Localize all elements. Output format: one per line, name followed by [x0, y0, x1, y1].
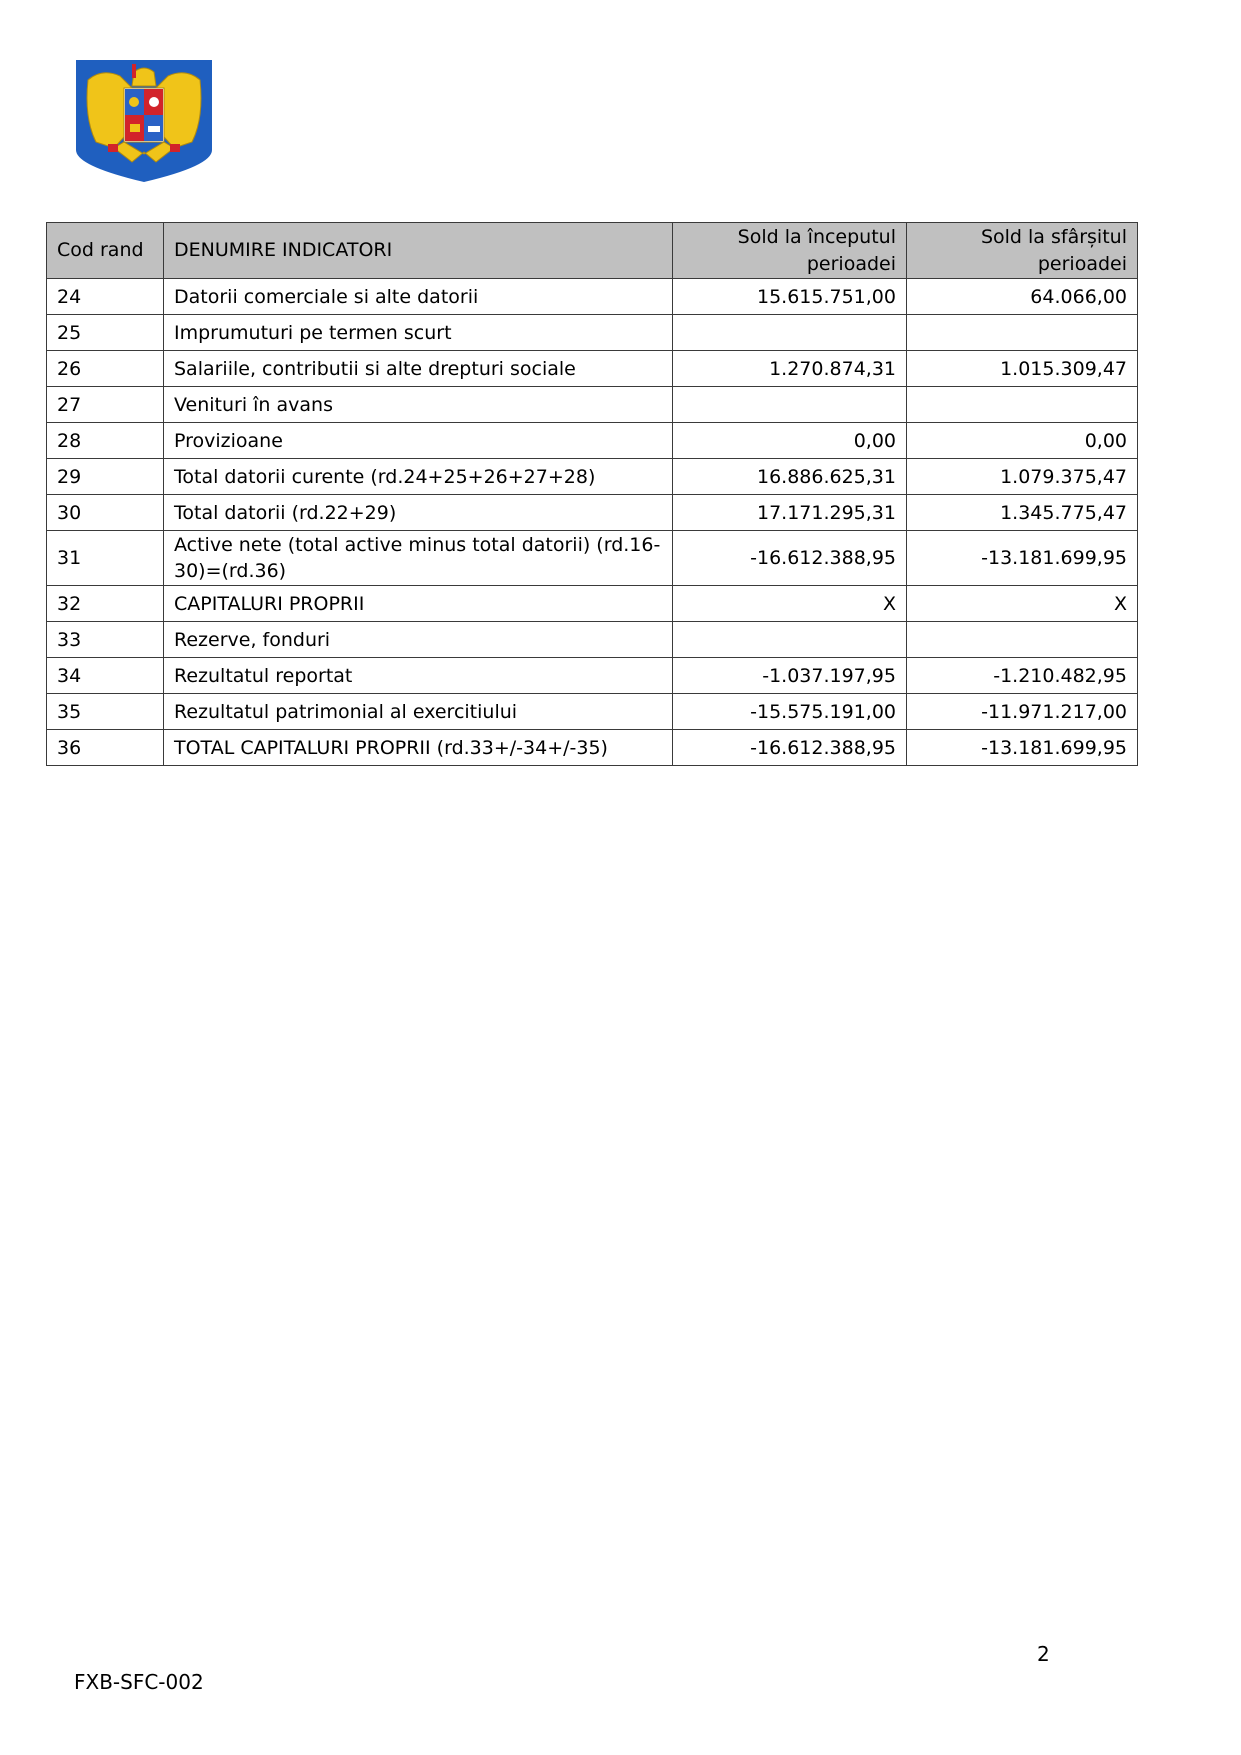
row-end-balance: 64.066,00: [907, 279, 1138, 315]
table-row: [47, 730, 1138, 766]
row-name: Imprumuturi pe termen scurt: [164, 315, 673, 351]
row-name: Total datorii (rd.22+29): [164, 495, 673, 531]
row-name: Total datorii curente (rd.24+25+26+27+28): [164, 459, 673, 495]
row-start-balance: 15.615.751,00: [673, 279, 907, 315]
row-end-balance: [907, 387, 1138, 423]
row-code: 26: [47, 351, 164, 387]
row-end-balance: -1.210.482,95: [907, 658, 1138, 694]
row-start-balance: -15.575.191,00: [673, 694, 907, 730]
row-code: 35: [47, 694, 164, 730]
row-name: Rezultatul patrimonial al exercitiului: [164, 694, 673, 730]
header-start-line2: perioadei: [806, 252, 896, 275]
row-code: 30: [47, 495, 164, 531]
row-code: 34: [47, 658, 164, 694]
row-start-balance: -16.612.388,95: [673, 531, 907, 586]
table-row: [47, 315, 1138, 351]
row-code: 24: [47, 279, 164, 315]
row-code: 31: [47, 531, 164, 586]
header-indicator-name: DENUMIRE INDICATORI: [164, 223, 673, 279]
row-name: TOTAL CAPITALURI PROPRII (rd.33+/-34+/-35): [164, 730, 673, 766]
row-end-balance: 1.015.309,47: [907, 351, 1138, 387]
table-row: [47, 586, 1138, 622]
table-row: [47, 531, 1138, 586]
row-code: 29: [47, 459, 164, 495]
row-end-balance: 1.079.375,47: [907, 459, 1138, 495]
table-row: [47, 423, 1138, 459]
row-name: Datorii comerciale si alte datorii: [164, 279, 673, 315]
table-row: [47, 279, 1138, 315]
row-name: Active nete (total active minus total datorii) (rd.16-30)=(rd.36): [164, 531, 673, 586]
header-start-line1: Sold la începutul: [737, 225, 896, 248]
row-start-balance: [673, 387, 907, 423]
row-start-balance: 16.886.625,31: [673, 459, 907, 495]
row-start-balance: 17.171.295,31: [673, 495, 907, 531]
table-header-row: [47, 223, 1138, 279]
row-name: Salariile, contributii si alte drepturi sociale: [164, 351, 673, 387]
row-end-balance: 0,00: [907, 423, 1138, 459]
header-end-line1: Sold la sfârșitul: [980, 225, 1127, 248]
document-code: FXB-SFC-002: [74, 1670, 204, 1694]
row-name: Rezerve, fonduri: [164, 622, 673, 658]
row-name: CAPITALURI PROPRII: [164, 586, 673, 622]
row-start-balance: [673, 622, 907, 658]
row-code: 36: [47, 730, 164, 766]
row-start-balance: X: [673, 586, 907, 622]
page-number: 2: [1037, 1642, 1050, 1666]
row-name: Venituri în avans: [164, 387, 673, 423]
row-end-balance: [907, 315, 1138, 351]
row-end-balance: -13.181.699,95: [907, 730, 1138, 766]
table-row: [47, 658, 1138, 694]
row-name: Provizioane: [164, 423, 673, 459]
row-code: 28: [47, 423, 164, 459]
table-row: [47, 694, 1138, 730]
row-start-balance: -1.037.197,95: [673, 658, 907, 694]
table-row: [47, 622, 1138, 658]
row-end-balance: -13.181.699,95: [907, 531, 1138, 586]
row-end-balance: 1.345.775,47: [907, 495, 1138, 531]
header-end-balance: [907, 223, 1138, 279]
table-row: [47, 351, 1138, 387]
row-start-balance: [673, 315, 907, 351]
row-name: Rezultatul reportat: [164, 658, 673, 694]
row-start-balance: 1.270.874,31: [673, 351, 907, 387]
row-end-balance: [907, 622, 1138, 658]
header-code: Cod rand: [47, 223, 164, 279]
header-end-line2: perioadei: [1037, 252, 1127, 275]
row-code: 25: [47, 315, 164, 351]
row-start-balance: 0,00: [673, 423, 907, 459]
financial-indicators-table: [46, 222, 1138, 766]
row-end-balance: X: [907, 586, 1138, 622]
row-start-balance: -16.612.388,95: [673, 730, 907, 766]
row-code: 32: [47, 586, 164, 622]
row-code: 33: [47, 622, 164, 658]
romania-coat-of-arms-icon: [74, 58, 214, 184]
header-start-balance: [673, 223, 907, 279]
table-row: [47, 387, 1138, 423]
row-end-balance: -11.971.217,00: [907, 694, 1138, 730]
row-code: 27: [47, 387, 164, 423]
table-row: [47, 459, 1138, 495]
table-row: [47, 495, 1138, 531]
